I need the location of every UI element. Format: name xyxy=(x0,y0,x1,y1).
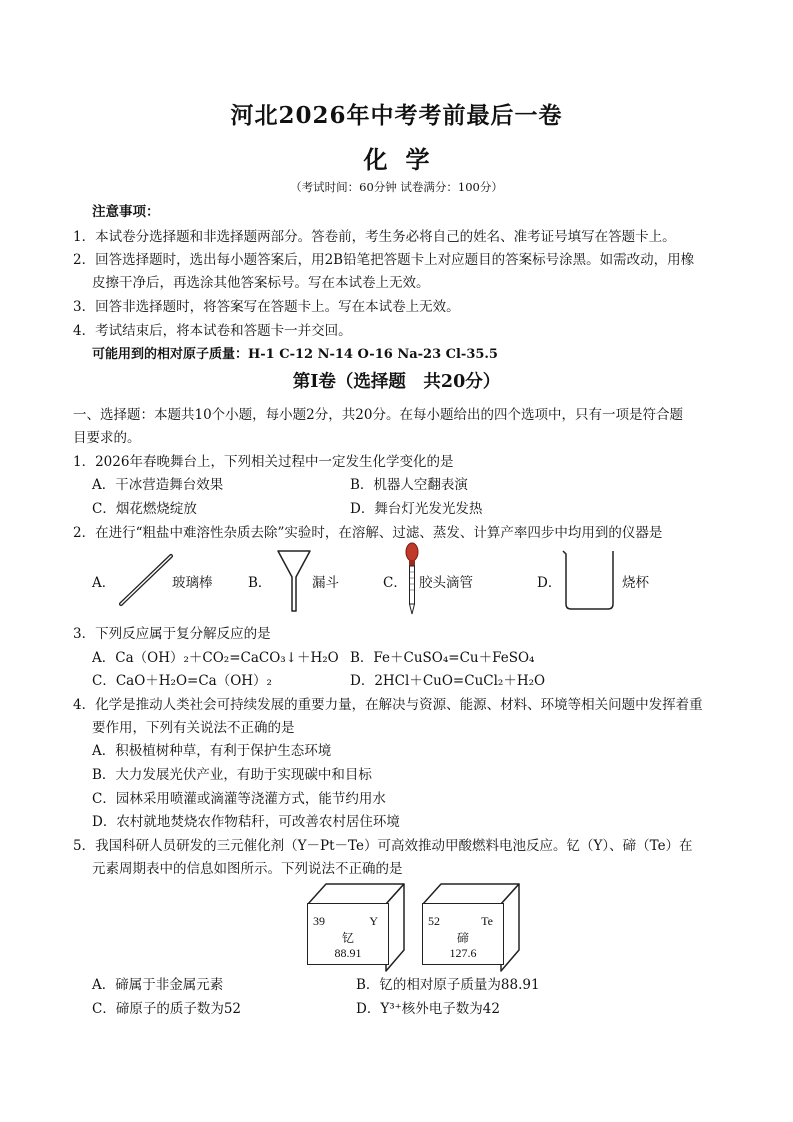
te-atomic-number: 52 xyxy=(428,914,440,928)
subject-title: 化学 xyxy=(363,145,448,174)
y-name: 钇 xyxy=(341,931,354,945)
q2-option-a-label: 玻璃棒 xyxy=(172,575,213,591)
q4-option-a: A．积极植树种草，有利于保护生态环境 xyxy=(92,743,332,759)
y-atomic-number: 39 xyxy=(313,914,325,928)
q3-option-c: C．CaO＋H₂O=Ca（OH）₂ xyxy=(92,673,272,689)
q5-option-a: A．碲属于非金属元素 xyxy=(92,977,224,993)
glass-rod-icon xyxy=(115,550,177,610)
te-mass: 127.6 xyxy=(449,946,477,960)
exam-info: （考试时间：60分钟 试卷满分：100分） xyxy=(290,180,503,194)
q4-option-d: D．农村就地焚烧农作物秸秆，可改善农村居住环境 xyxy=(92,814,400,830)
y-symbol: Y xyxy=(369,914,378,928)
q2-option-d-label: 烧杯 xyxy=(622,575,649,591)
q2-option-c-label: 胶头滴管 xyxy=(419,575,473,591)
section-title: 第Ⅰ卷（选择题 共20分） xyxy=(292,372,501,392)
te-name: 碲 xyxy=(456,931,469,945)
q5-option-c: C．碲原子的质子数为52 xyxy=(92,1001,242,1017)
q3-option-b: B．Fe＋CuSO₄=Cu＋FeSO₄ xyxy=(350,650,535,666)
q3-stem: 3．下列反应属于复分解反应的是 xyxy=(73,626,271,642)
note-item-1: 1．本试卷分选择题和非选择题两部分。答卷前，考生务必将自己的姓名、准考证号填写在答题卡上。 xyxy=(73,229,676,245)
te-symbol: Te xyxy=(481,914,493,928)
q4-stem-cont: 要作用，下列有关说法不正确的是 xyxy=(92,720,295,736)
q2-option-b-letter: B． xyxy=(248,575,272,591)
note-item-3: 3．回答非选择题时，将答案写在答题卡上。写在本试卷上无效。 xyxy=(73,299,460,315)
q4-option-b: B．大力发展光伏产业，有助于实现碳中和目标 xyxy=(92,767,372,783)
element-cell-y xyxy=(307,903,389,965)
q5-stem-cont: 元素周期表中的信息如图所示。下列说法不正确的是 xyxy=(92,861,403,877)
q5-stem: 5．我国科研人员研发的三元催化剂（Y－Pt－Te）可高效推动甲酸燃料电池反应。钇（Y）、碲（Te）在 xyxy=(73,838,693,854)
q3-option-a: A．Ca（OH）₂＋CO₂=CaCO₃↓＋H₂O xyxy=(92,650,339,666)
note-item-2-cont: 皮擦干净后，再选涂其他答案标号。写在本试卷上无效。 xyxy=(92,275,430,291)
q1-option-d: D．舞台灯光发光发热 xyxy=(350,501,483,517)
paper-title: 河北2026年中考考前最后一卷 xyxy=(230,102,563,129)
section-instructions: 一、选择题：本题共10个小题，每小题2分，共20分。在每小题给出的四个选项中，只有一项是符合题 xyxy=(73,407,683,423)
funnel-icon xyxy=(276,547,312,615)
beaker-icon xyxy=(560,548,618,612)
q3-option-d: D．2HCl＋CuO=CuCl₂＋H₂O xyxy=(350,673,546,689)
note-item-2: 2．回答选择题时，选出每小题答案后，用2B铅笔把答题卡上对应题目的答案标号涂黑。如需改动，用橡 xyxy=(73,252,695,268)
q1-option-a: A．干冰营造舞台效果 xyxy=(92,477,224,493)
q1-option-c: C．烟花燃烧绽放 xyxy=(92,501,197,517)
section-instructions-cont: 目要求的。 xyxy=(73,430,141,446)
q5-option-b: B．钇的相对原子质量为88.91 xyxy=(356,977,540,993)
atomic-masses: 可能用到的相对原子质量：H-1 C-12 N-14 O-16 Na-23 Cl-35.5 xyxy=(92,347,498,362)
q1-stem: 1．2026年春晚舞台上，下列相关过程中一定发生化学变化的是 xyxy=(73,454,454,470)
q2-option-b-label: 漏斗 xyxy=(312,575,339,591)
q2-stem: 2．在进行“粗盐中难溶性杂质去除”实验时，在溶解、过滤、蒸发、计算产率四步中均用到的仪器是 xyxy=(73,525,663,541)
q5-option-d: D．Y³⁺核外电子数为42 xyxy=(356,1001,500,1017)
q1-option-b: B．机器人空翻表演 xyxy=(350,477,468,493)
y-mass: 88.91 xyxy=(334,946,362,960)
q2-option-d-letter: D． xyxy=(537,575,562,591)
note-item-4: 4．考试结束后，将本试卷和答题卡一并交回。 xyxy=(73,323,352,339)
q2-option-a-letter: A． xyxy=(92,575,116,591)
notes-heading: 注意事项： xyxy=(92,204,160,220)
q4-option-c: C．园林采用喷灌或滴灌等浇灌方式，能节约用水 xyxy=(92,791,386,807)
element-cell-te xyxy=(422,903,504,965)
q4-stem: 4．化学是推动人类社会可持续发展的重要力量，在解决与资源、能源、材料、环境等相关问题中发挥着重 xyxy=(73,697,703,713)
q2-option-c-letter: C． xyxy=(383,575,407,591)
